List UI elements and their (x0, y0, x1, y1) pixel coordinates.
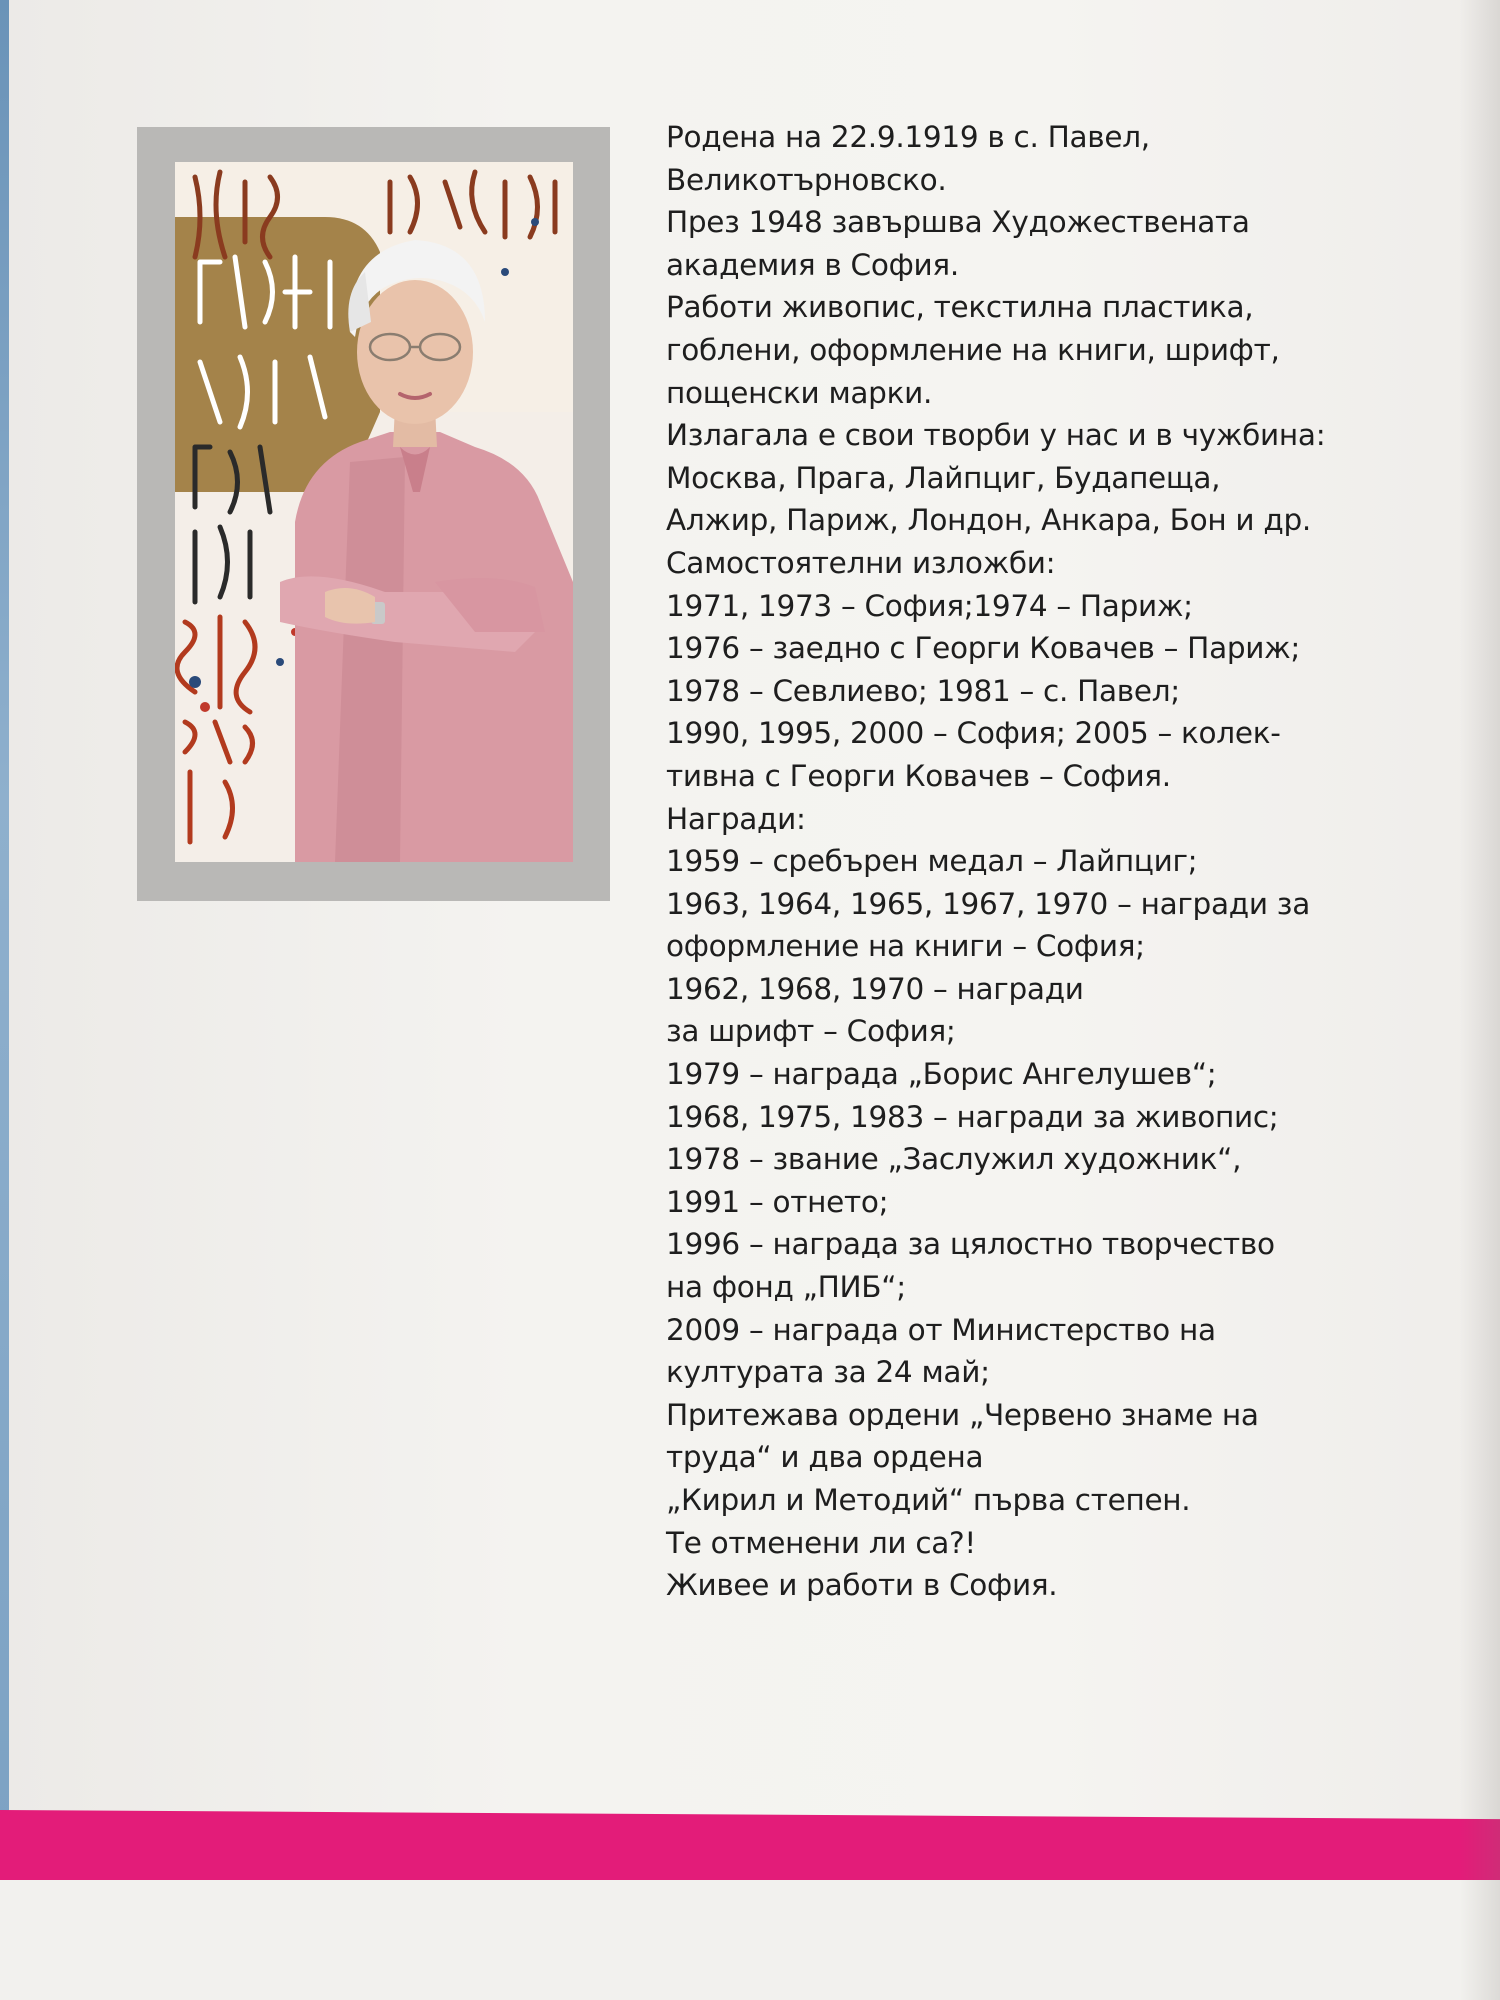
bio-line: Излагала е свои творби у нас и в чужбина: (666, 418, 1326, 453)
artist-portrait-photo (175, 162, 573, 862)
bio-line: 1968, 1975, 1983 – награди за живопис; (666, 1099, 1279, 1134)
bio-line: 1990, 1995, 2000 – София; 2005 – колек- (666, 716, 1281, 751)
left-edge-strip (0, 0, 9, 2000)
bio-line: на фонд „ПИБ“; (666, 1270, 906, 1305)
bio-line: 1963, 1964, 1965, 1967, 1970 – награди за (666, 886, 1310, 921)
bio-line: тивна с Георги Ковачев – София. (666, 758, 1171, 793)
biography-text (666, 116, 1386, 1607)
bio-line: 1978 – звание „Заслужил художник“, (666, 1142, 1242, 1177)
bio-line: Работи живопис, текстилна пластика, (666, 290, 1254, 325)
bio-line: 1971, 1973 – София;1974 – Париж; (666, 588, 1193, 623)
bio-line: Живее и работи в София. (666, 1568, 1058, 1603)
bio-line: 1978 – Севлиево; 1981 – с. Павел; (666, 673, 1180, 708)
bio-line: оформление на книги – София; (666, 929, 1145, 964)
bottom-margin (0, 1880, 1500, 2000)
bio-line: Самостоятелни изложби: (666, 545, 1056, 580)
bio-line: Алжир, Париж, Лондон, Анкара, Бон и др. (666, 503, 1311, 538)
bio-line: за шрифт – София; (666, 1014, 956, 1049)
bio-line: Притежава ордени „Червено знаме на (666, 1397, 1259, 1432)
bio-line: Москва, Прага, Лайпциг, Будапеща, (666, 460, 1221, 495)
bio-line: 2009 – награда от Министерство на (666, 1312, 1216, 1347)
bio-line: пощенски марки. (666, 375, 933, 410)
bio-line: 1959 – сребърен медал – Лайпциг; (666, 844, 1198, 879)
bio-line: 1991 – отнето; (666, 1184, 889, 1219)
bio-line: 1976 – заедно с Георги Ковачев – Париж; (666, 631, 1301, 666)
bio-line: културата за 24 май; (666, 1355, 990, 1390)
bio-line: труда“ и два ордена (666, 1440, 984, 1475)
bio-line: През 1948 завършва Художествената (666, 205, 1250, 240)
bio-line: „Кирил и Методий“ първа степен. (666, 1483, 1191, 1517)
pink-decorative-band (0, 1810, 1500, 1889)
bio-line: 1979 – награда „Борис Ангелушев“; (666, 1057, 1217, 1092)
portrait-frame (137, 127, 610, 901)
page-edge-shadow (1460, 0, 1500, 2000)
bio-line: академия в София. (666, 247, 959, 282)
bio-line: Награди: (666, 801, 806, 836)
bio-line: Те отменени ли са?! (666, 1525, 976, 1560)
bio-line: Родена на 22.9.1919 в с. Павел, (666, 120, 1150, 154)
bio-line: гоблени, оформление на книги, шрифт, (666, 332, 1280, 367)
bio-line: 1996 – награда за цялостно творчество (666, 1227, 1275, 1262)
bio-line: 1962, 1968, 1970 – награди (666, 971, 1084, 1006)
bio-line: Великотърновско. (666, 162, 947, 197)
